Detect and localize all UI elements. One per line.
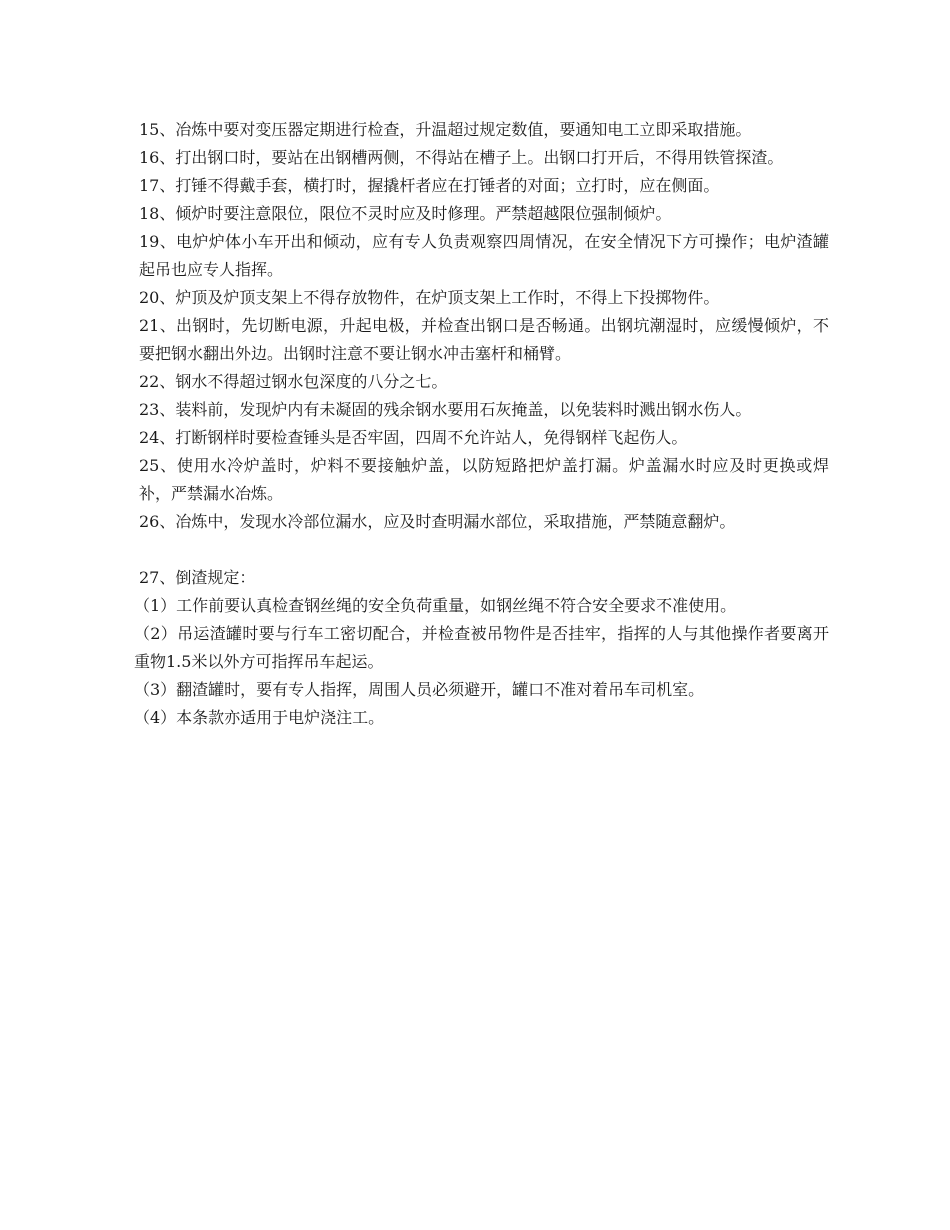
- section-27-heading: 27、倒渣规定：: [139, 568, 256, 587]
- paragraph-17: 17、打锤不得戴手套，横打时，握撬杆者应在打锤者的对面；立打时，应在侧面。: [139, 176, 720, 195]
- paragraph-21: 21、出钢时，先切断电源，升起电极，并检查出钢口是否畅通。出钢坑潮湿时，应缓慢倾炉，不要把钢水翻出外边。出钢时注意不要让钢水冲击塞杆和桶臂。: [139, 316, 829, 363]
- paragraph-22: 22、钢水不得超过钢水包深度的八分之七。: [139, 372, 448, 391]
- section-27-item-4: （4）本条款亦适用于电炉浇注工。: [134, 708, 385, 727]
- paragraph-15: 15、冶炼中要对变压器定期进行检查，升温超过规定数值，要通知电工立即采取措施。: [139, 120, 752, 139]
- paragraph-18: 18、倾炉时要注意限位，限位不灵时应及时修理。严禁超越限位强制倾炉。: [139, 204, 672, 223]
- paragraph-16: 16、打出钢口时，要站在出钢槽两侧，不得站在槽子上。出钢口打开后，不得用铁管探渣。: [139, 148, 784, 167]
- paragraph-23: 23、装料前，发现炉内有未凝固的残余钢水要用石灰掩盖，以免装料时溅出钢水伤人。: [139, 400, 752, 419]
- paragraph-20: 20、炉顶及炉顶支架上不得存放物件，在炉顶支架上工作时，不得上下投掷物件。: [139, 288, 720, 307]
- paragraph-25: 25、使用水冷炉盖时，炉料不要接触炉盖，以防短路把炉盖打漏。炉盖漏水时应及时更换或焊补，严禁漏水冶炼。: [139, 456, 829, 503]
- section-27-item-3: （3）翻渣罐时，要有专人指挥，周围人员必须避开，罐口不准对着吊车司机室。: [134, 680, 705, 699]
- blank-line: [139, 536, 829, 564]
- section-27-item-1: （1）工作前要认真检查钢丝绳的安全负荷重量，如钢丝绳不符合安全要求不准使用。: [134, 596, 737, 615]
- paragraph-26: 26、冶炼中，发现水冷部位漏水，应及时查明漏水部位，采取措施，严禁随意翻炉。: [139, 512, 736, 531]
- paragraph-24: 24、打断钢样时要检查锤头是否牢固，四周不允许站人，免得钢样飞起伤人。: [139, 428, 688, 447]
- document-body: [134, 116, 829, 732]
- section-27-item-2: （2）吊运渣罐时要与行车工密切配合，并检查被吊物件是否挂牢，指挥的人与其他操作者要离开重物1.5米以外方可指挥吊车起运。: [134, 624, 829, 671]
- paragraph-19: 19、电炉炉体小车开出和倾动，应有专人负责观察四周情况，在安全情况下方可操作；电炉渣罐起吊也应专人指挥。: [139, 232, 829, 279]
